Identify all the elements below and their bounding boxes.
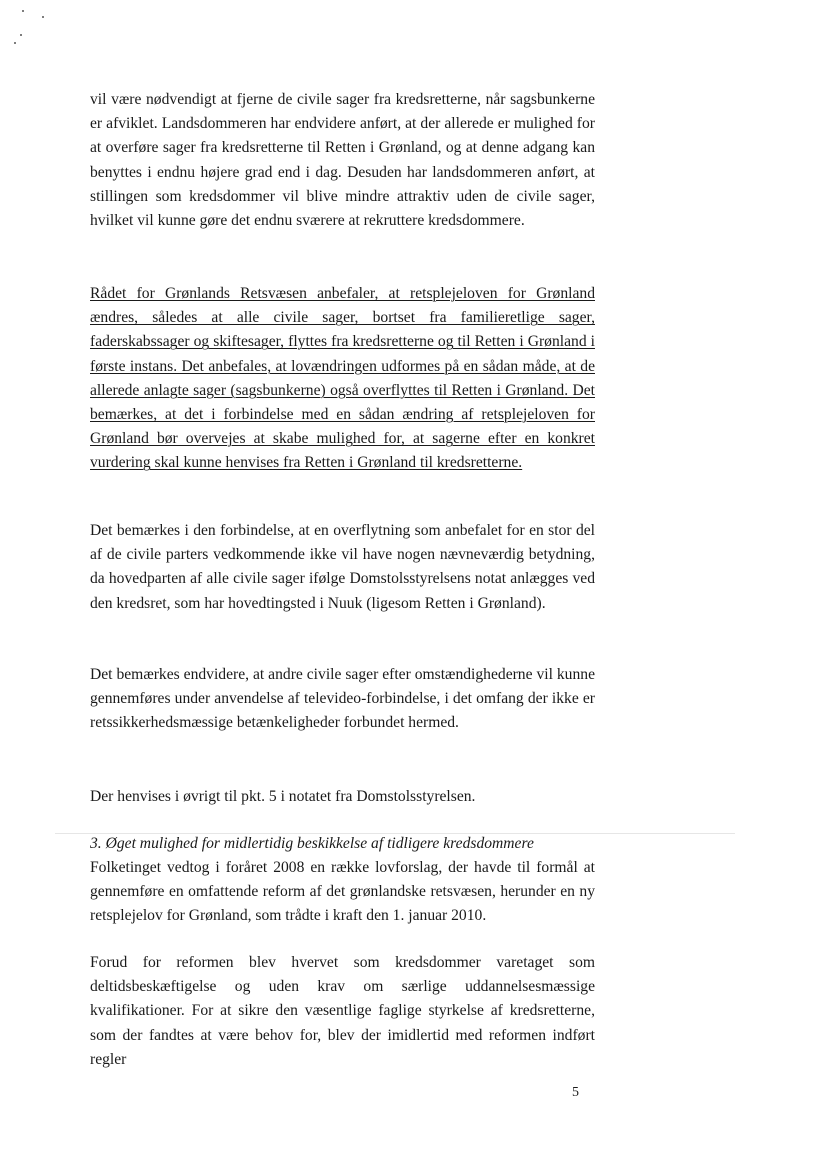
paragraph-4: Det bemærkes endvidere, at andre civile sager efter omstændighederne vil kunne gennemføres under anvendelse af televideo-forbindelse, i det omfang der ikke er retssikkerhedsmæssige betænkeligheder forbundet hermed. <box>90 666 595 732</box>
paragraph-1: vil være nødvendigt at fjerne de civile sager fra kredsretterne, når sagsbunkerne er afviklet. Landsdommeren har endvidere anført, at der allerede er mulighed for at overføre sager fra kredsretterne til Retten i Grønland, og at denne adgang kan benyttes i endnu højere grad end i dag. Desuden har landsdommeren anført, at stillingen som kredsdommer vil blive mindre attraktiv uden de civile sager, hvilket vil kunne gøre det endnu sværere at rekruttere kredsdommere. <box>90 91 595 230</box>
scan-speck <box>42 16 44 18</box>
scan-specks <box>8 6 48 46</box>
paragraph-recommendation: Rådet for Grønlands Retsvæsen anbefaler, at retsplejeloven for Grønland ændres, således at alle civile sager, bortset fra familieretlige sager, faderskabssager og skiftesager, flyttes fra kredsretterne og til Retten i Grønland i første instans. Det anbefales, at lovændringen udformes på en sådan måde, at de allerede anlagte sager (sagsbunkerne) også overflyttes til Retten i Grønland. Det bemærkes, at det i forbindelse med en sådan ændring af retsplejeloven for Grønland bør overvejes at skabe mulighed for, at sagerne efter en konkret vurdering skal kunne henvises fra Retten i Grønland til kredsretterne. <box>90 285 595 472</box>
paragraph-7: Forud for reformen blev hvervet som kredsdommer varetaget som deltidsbeskæftigelse og uden krav om særlige uddannelsesmæssige kvalifikationer. For at sikre den væsentlige faglige styrkelse af kredsretterne, som der fandtes at være behov for, blev der imidlertid med reformen indført regler <box>90 954 595 1068</box>
scan-speck <box>20 34 22 36</box>
scan-speck <box>14 42 16 44</box>
paragraph-5: Der henvises i øvrigt til pkt. 5 i notatet fra Domstolsstyrelsen. <box>90 788 476 805</box>
page-number: 5 <box>572 1085 579 1100</box>
section-heading: 3. Øget mulighed for midlertidig beskikkelse af tidligere kredsdommere <box>90 835 534 852</box>
paragraph-6: Folketinget vedtog i foråret 2008 en række lovforslag, der havde til formål at gennemføre en omfattende reform af det grønlandske retsvæsen, herunder en ny retsplejelov for Grønland, som trådte i kraft den 1. januar 2010. <box>90 859 595 925</box>
scan-speck <box>22 10 24 12</box>
paragraph-3: Det bemærkes i den forbindelse, at en overflytning som anbefalet for en stor del af de civile parters vedkommende ikke vil have nogen nævneværdig betydning, da hovedparten af alle civile sager ifølge Domstolsstyrelsens notat anlægges ved den kredsret, som har hovedtingsted i Nuuk (ligesom Retten i Grønland). <box>90 522 595 612</box>
